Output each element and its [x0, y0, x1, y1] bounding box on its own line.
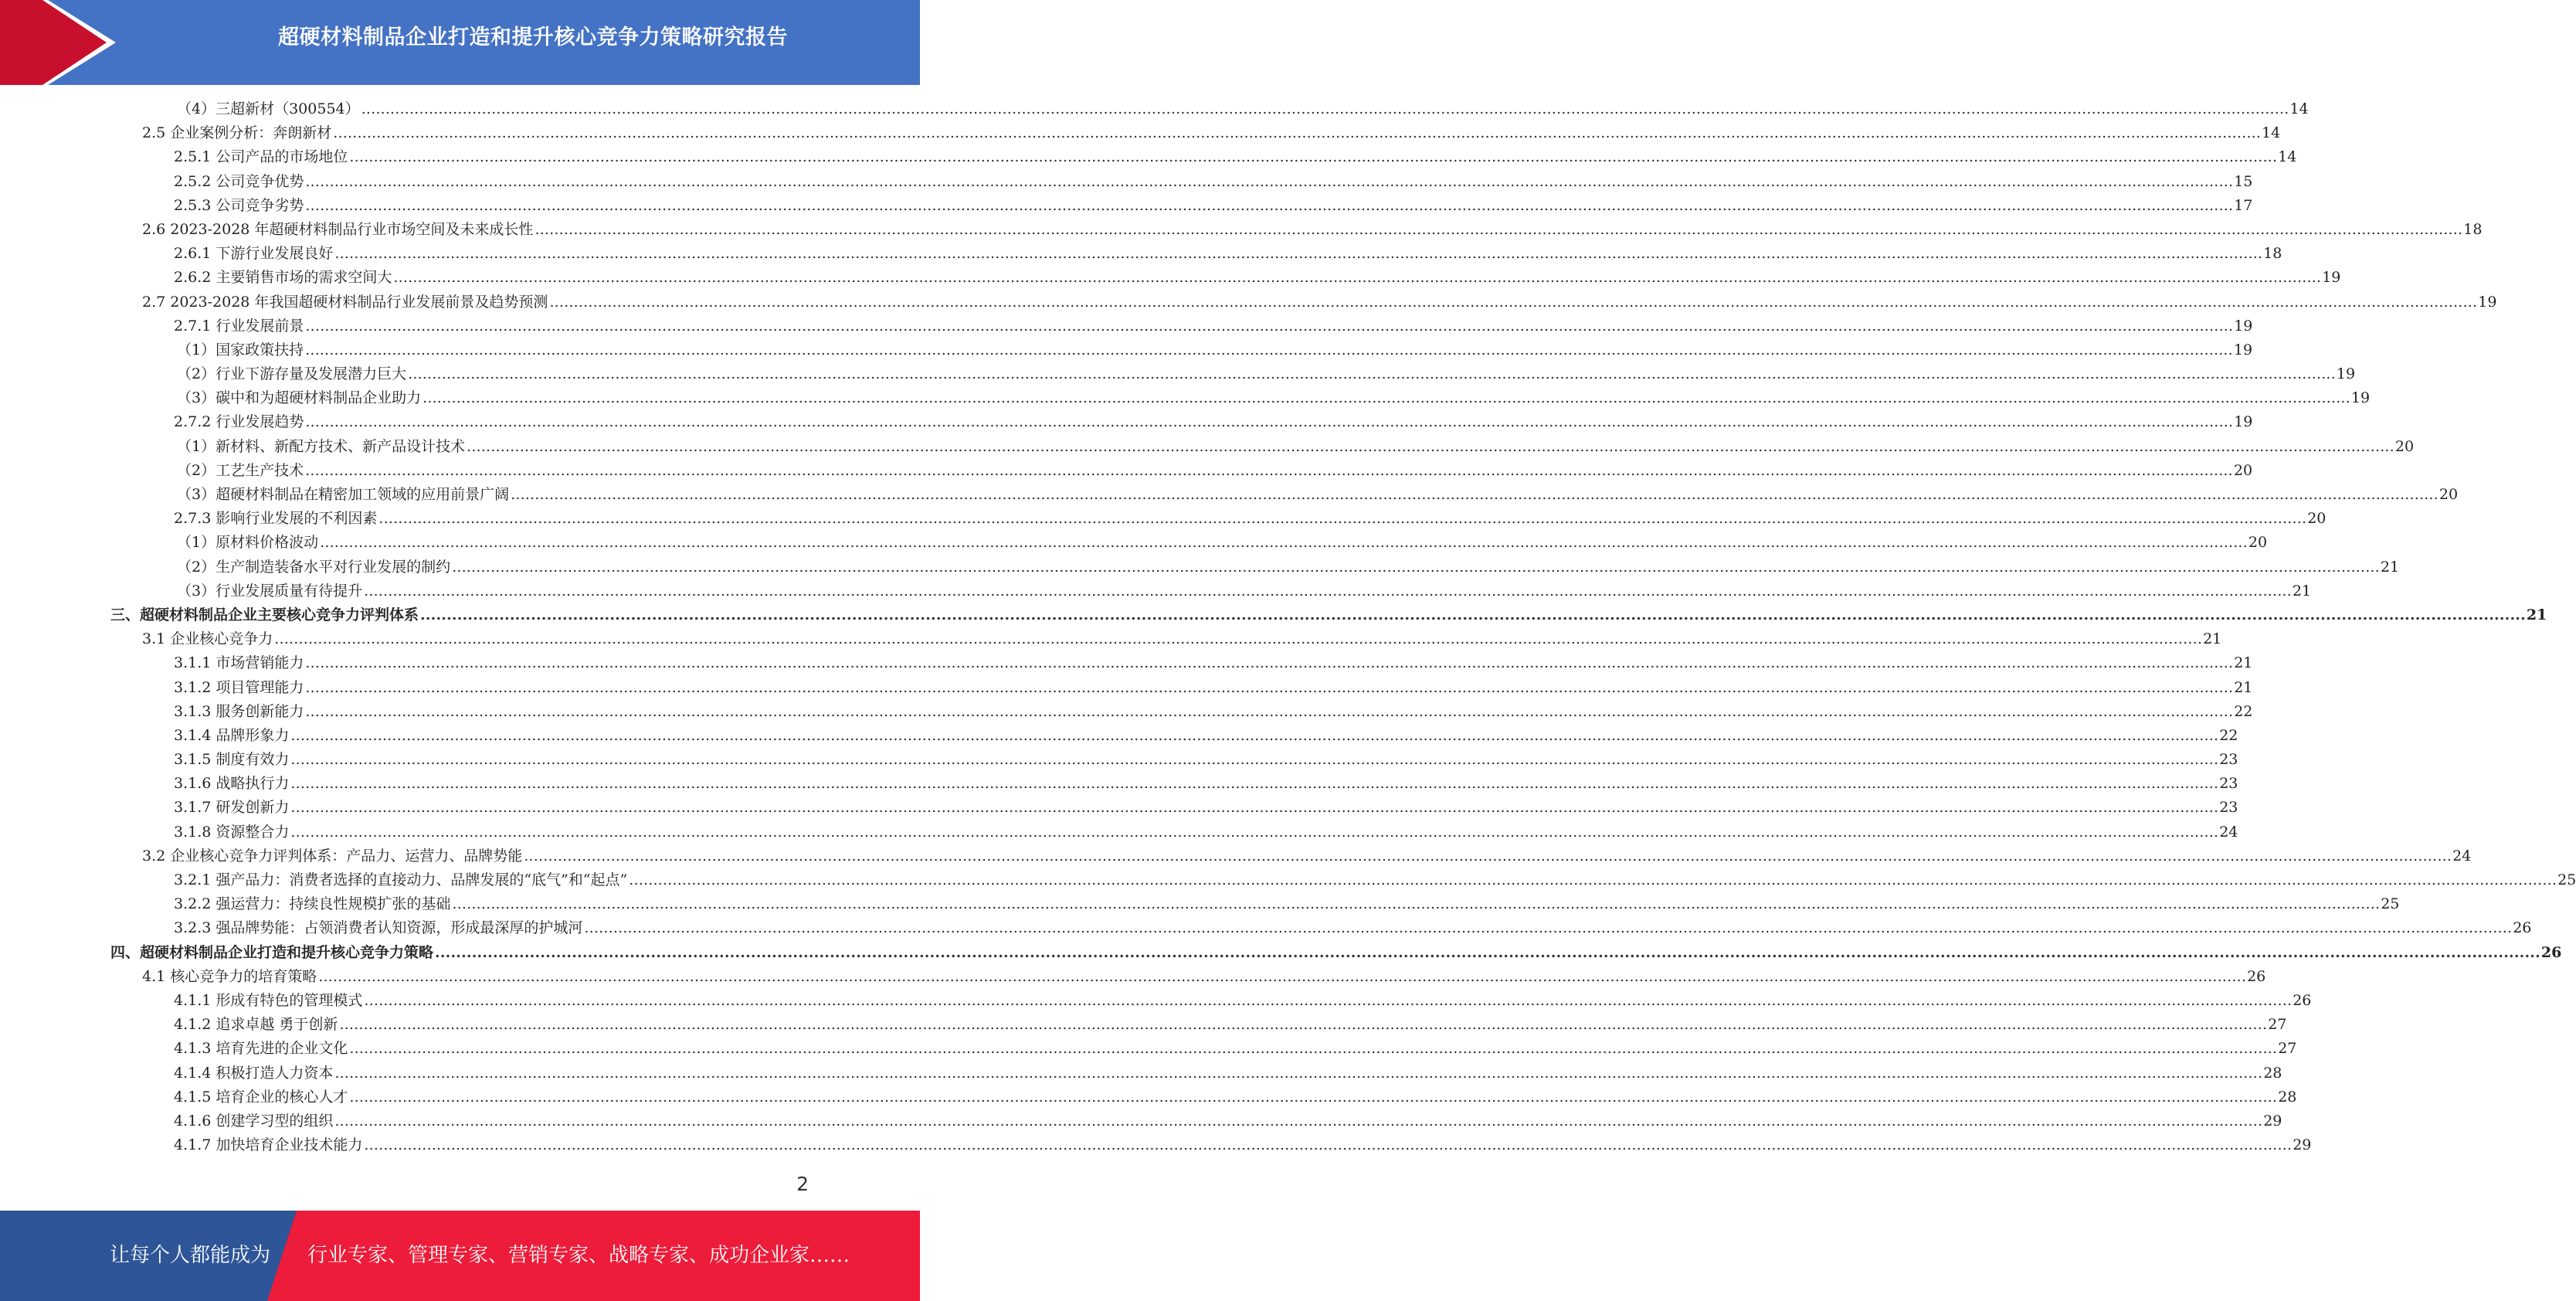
toc-entry-page: 26: [2247, 967, 2266, 985]
toc-entry-line: [174, 724, 2238, 748]
toc-entry-line: [174, 1013, 2287, 1037]
toc-entry[interactable]: [0, 314, 2253, 338]
toc-entry-page: 20: [2439, 486, 2459, 503]
toc-entry-title: 3.1.2 项目管理能力: [174, 678, 304, 696]
toc-entry[interactable]: [0, 772, 2238, 796]
toc-dot-leader: ................................................................................................................................................................................................................................................................................................................................................................................................................: [305, 678, 2234, 696]
toc-entry-line: [174, 1037, 2297, 1061]
toc-entry[interactable]: [0, 796, 2238, 820]
toc-entry-line: [174, 1133, 2312, 1157]
toc-entry-page: 21: [2234, 678, 2253, 696]
toc-entry[interactable]: [0, 651, 2253, 675]
toc-entry-title: 3.2.1 强产品力：消费者选择的直接动力、品牌发展的“底气”和“起点”: [174, 871, 628, 888]
toc-entry-page: 28: [2263, 1064, 2282, 1082]
toc-dot-leader: ................................................................................................................................................................................................................................................................................................................................................................................................................: [290, 799, 2219, 817]
toc-entry-title: 2.7.3 影响行业发展的不利因素: [174, 510, 378, 528]
toc-entry-line: [110, 941, 2562, 965]
toc-entry-page: 15: [2234, 172, 2253, 190]
toc-entry-line: [177, 97, 2309, 121]
toc-entry-page: 21: [2234, 654, 2253, 672]
toc-dot-leader: ................................................................................................................................................................................................................................................................................................................................................................................................................: [290, 823, 2219, 841]
toc-entry[interactable]: [0, 290, 2497, 314]
toc-dot-leader: ................................................................................................................................................................................................................................................................................................................................................................................................................: [452, 895, 2381, 913]
toc-entry-line: [174, 700, 2253, 724]
toc-entry[interactable]: [0, 844, 2472, 868]
toc-dot-leader: ................................................................................................................................................................................................................................................................................................................................................................................................................: [349, 1088, 2278, 1106]
toc-entry[interactable]: [0, 724, 2238, 748]
toc-dot-leader: ................................................................................................................................................................................................................................................................................................................................................................................................................: [305, 654, 2234, 672]
toc-dot-leader: ................................................................................................................................................................................................................................................................................................................................................................................................................: [290, 775, 2219, 793]
toc-entry-page: 19: [2233, 341, 2253, 358]
toc-entry[interactable]: [0, 676, 2253, 700]
toc-entry-line: [174, 145, 2297, 169]
toc-entry-title: 4.1.5 培育企业的核心人才: [174, 1088, 348, 1106]
toc-entry-page: 18: [2263, 245, 2282, 263]
toc-entry[interactable]: [0, 1133, 2312, 1157]
toc-entry[interactable]: [0, 868, 2576, 892]
toc-entry-title: 2.7 2023-2028 年我国超硬材料制品行业发展前景及趋势预测: [142, 293, 548, 311]
toc-entry[interactable]: [0, 555, 2400, 579]
toc-entry-line: [174, 916, 2532, 940]
toc-entry[interactable]: [0, 97, 2309, 121]
toc-entry-title: 3.1.1 市场营销能力: [174, 654, 304, 672]
toc-entry-page: 24: [2452, 847, 2472, 865]
toc-entry-title: 2.6.1 下游行业发展良好: [174, 245, 334, 263]
toc-entry-page: 21: [2526, 606, 2547, 623]
toc-entry-title: 4.1 核心竞争力的培育策略: [142, 967, 317, 985]
toc-dot-leader: ................................................................................................................................................................................................................................................................................................................................................................................................................: [339, 1016, 2268, 1034]
toc-entry[interactable]: [0, 1013, 2287, 1037]
toc-entry-line: [177, 435, 2415, 459]
toc-dot-leader: ................................................................................................................................................................................................................................................................................................................................................................................................................: [408, 365, 2336, 383]
footer-slogan-right: 行业专家、管理专家、营销专家、战略专家、成功企业家……: [307, 1244, 850, 1267]
toc-entry-line: [174, 266, 2341, 290]
toc-entry[interactable]: [0, 916, 2532, 940]
toc-dot-leader: ................................................................................................................................................................................................................................................................................................................................................................................................................: [364, 1136, 2293, 1154]
toc-entry[interactable]: [0, 242, 2282, 266]
toc-entry[interactable]: [0, 531, 2268, 555]
toc-entry-line: [177, 555, 2400, 579]
toc-entry-line: [142, 290, 2497, 314]
toc-entry-line: [174, 796, 2238, 820]
toc-entry-page: 21: [2380, 558, 2400, 576]
toc-entry-title: 2.7.1 行业发展前景: [174, 317, 304, 335]
toc-dot-leader: ................................................................................................................................................................................................................................................................................................................................................................................................................: [334, 245, 2263, 263]
toc-entry-line: [142, 965, 2266, 989]
footer-slogan-left: 让每个人都能成为: [110, 1244, 271, 1267]
toc-entry[interactable]: [0, 748, 2238, 772]
toc-entry[interactable]: [0, 483, 2459, 507]
toc-entry[interactable]: [0, 965, 2266, 989]
toc-entry-title: （1）国家政策扶持: [177, 341, 304, 358]
toc-entry-page: 28: [2278, 1088, 2297, 1106]
toc-dot-leader: ................................................................................................................................................................................................................................................................................................................................................................................................................: [467, 437, 2394, 455]
toc-entry[interactable]: [0, 386, 2371, 410]
toc-entry-title: 2.6 2023-2028 年超硬材料制品行业市场空间及未来成长性: [142, 220, 534, 238]
toc-entry-title: （3）超硬材料制品在精密加工领域的应用前景广阔: [177, 486, 510, 503]
toc-entry-line: [177, 531, 2268, 555]
toc-entry-line: [174, 892, 2400, 916]
toc-entry-title: 4.1.2 追求卓越 勇于创新: [174, 1016, 338, 1034]
toc-entry-title: （2）行业下游存量及发展潜力巨大: [177, 365, 407, 383]
toc-entry-page: 19: [2322, 269, 2341, 287]
toc-entry-page: 19: [2336, 365, 2356, 383]
toc-entry-line: [174, 1062, 2282, 1085]
report-title: 超硬材料制品企业打造和提升核心竞争力策略研究报告: [278, 25, 788, 49]
toc-dot-leader: ................................................................................................................................................................................................................................................................................................................................................................................................................: [361, 100, 2289, 117]
toc-dot-leader: ................................................................................................................................................................................................................................................................................................................................................................................................................: [378, 510, 2307, 528]
page-footer: [0, 1211, 920, 1301]
toc-entry-line: [177, 579, 2312, 603]
toc-dot-leader: ................................................................................................................................................................................................................................................................................................................................................................................................................: [393, 269, 2322, 287]
toc-entry-line: [110, 603, 2547, 627]
toc-entry-title: 3.1.4 品牌形象力: [174, 726, 290, 744]
toc-entry[interactable]: [0, 362, 2356, 386]
toc-entry-title: 3.1.6 战略执行力: [174, 775, 290, 793]
toc-dot-leader: ................................................................................................................................................................................................................................................................................................................................................................................................................: [524, 847, 2452, 865]
toc-entry-line: [174, 772, 2238, 796]
toc-entry-line: [174, 314, 2253, 338]
toc-dot-leader: ................................................................................................................................................................................................................................................................................................................................................................................................................: [305, 461, 2233, 479]
toc-dot-leader: ................................................................................................................................................................................................................................................................................................................................................................................................................: [452, 558, 2380, 576]
toc-dot-leader: ................................................................................................................................................................................................................................................................................................................................................................................................................: [334, 1064, 2263, 1082]
toc-entry-title: （1）新材料、新配方技术、新产品设计技术: [177, 437, 466, 455]
toc-entry-line: [174, 170, 2253, 194]
toc-dot-leader: ................................................................................................................................................................................................................................................................................................................................................................................................................: [320, 534, 2248, 552]
toc-entry[interactable]: [0, 218, 2483, 242]
toc-entry-line: [174, 651, 2253, 675]
toc-dot-leader: ................................................................................................................................................................................................................................................................................................................................................................................................................: [274, 630, 2203, 648]
toc-entry-line: [174, 194, 2253, 218]
toc-entry-page: 19: [2478, 293, 2497, 311]
toc-entry[interactable]: [0, 170, 2253, 194]
toc-entry-line: [177, 459, 2253, 483]
toc-entry-title: 4.1.1 形成有特色的管理模式: [174, 991, 363, 1009]
toc-dot-leader: ................................................................................................................................................................................................................................................................................................................................................................................................................: [349, 1040, 2278, 1058]
toc-entry-title: 2.5.1 公司产品的市场地位: [174, 148, 348, 166]
toc-dot-leader: ................................................................................................................................................................................................................................................................................................................................................................................................................: [318, 967, 2247, 985]
toc-dot-leader: ................................................................................................................................................................................................................................................................................................................................................................................................................: [435, 943, 2540, 961]
toc-entry-title: 2.7.2 行业发展趋势: [174, 413, 304, 431]
toc-entry[interactable]: [0, 459, 2253, 483]
toc-entry-page: 20: [2307, 510, 2327, 528]
toc-entry-title: 2.6.2 主要销售市场的需求空间大: [174, 269, 392, 287]
toc-entry-title: 4.1.4 积极打造人力资本: [174, 1064, 334, 1082]
toc-entry-line: [174, 1085, 2297, 1109]
toc-entry-line: [177, 362, 2356, 386]
page-header: [0, 0, 920, 85]
toc-entry-title: 4.1.3 培育先进的企业文化: [174, 1040, 348, 1058]
toc-entry-page: 21: [2203, 630, 2222, 648]
toc-entry-line: [174, 989, 2312, 1013]
toc-entry[interactable]: [0, 410, 2253, 434]
toc-entry-line: [174, 748, 2238, 772]
toc-entry-title: （3）碳中和为超硬材料制品企业助力: [177, 389, 422, 407]
toc-entry-page: 20: [2394, 437, 2415, 455]
toc-entry-page: 22: [2219, 726, 2238, 744]
toc-dot-leader: ................................................................................................................................................................................................................................................................................................................................................................................................................: [334, 1112, 2263, 1129]
toc-dot-leader: ................................................................................................................................................................................................................................................................................................................................................................................................................: [333, 124, 2262, 142]
toc-dot-leader: ................................................................................................................................................................................................................................................................................................................................................................................................................: [629, 871, 2557, 888]
toc-entry[interactable]: [0, 603, 2547, 627]
toc-entry-page: 27: [2268, 1016, 2287, 1034]
toc-entry-line: [177, 386, 2371, 410]
toc-entry-page: 26: [2540, 943, 2562, 961]
toc-entry-page: 19: [2234, 317, 2253, 335]
toc-entry[interactable]: [0, 121, 2281, 145]
toc-dot-leader: ................................................................................................................................................................................................................................................................................................................................................................................................................: [305, 341, 2233, 358]
toc-entry-page: 23: [2219, 751, 2238, 769]
toc-entry-title: 3.2 企业核心竞争力评判体系：产品力、运营力、品牌势能: [142, 847, 523, 865]
toc-entry-title: 3.1.5 制度有效力: [174, 751, 290, 769]
toc-entry[interactable]: [0, 338, 2253, 362]
toc-entry[interactable]: [0, 1062, 2282, 1085]
toc-dot-leader: ................................................................................................................................................................................................................................................................................................................................................................................................................: [549, 293, 2478, 311]
toc-entry-page: 25: [2557, 871, 2576, 888]
toc-dot-leader: ................................................................................................................................................................................................................................................................................................................................................................................................................: [535, 220, 2463, 238]
toc-entry-title: （4）三超新材（300554）: [177, 100, 360, 117]
toc-dot-leader: ................................................................................................................................................................................................................................................................................................................................................................................................................: [420, 606, 2526, 623]
toc-entry[interactable]: [0, 266, 2341, 290]
toc-entry-title: 3.1.7 研发创新力: [174, 799, 290, 817]
toc-entry-title: （2）工艺生产技术: [177, 461, 304, 479]
toc-entry-page: 26: [2293, 991, 2312, 1009]
toc-dot-leader: ................................................................................................................................................................................................................................................................................................................................................................................................................: [423, 389, 2350, 407]
toc-entry-page: 27: [2278, 1040, 2297, 1058]
toc-entry-line: [142, 627, 2222, 651]
toc-entry-page: 14: [2262, 124, 2281, 142]
toc-dot-leader: ................................................................................................................................................................................................................................................................................................................................................................................................................: [305, 196, 2234, 214]
toc-entry-page: 23: [2219, 775, 2238, 793]
table-of-contents: [0, 97, 2576, 1157]
toc-entry-page: 14: [2278, 148, 2297, 166]
toc-dot-leader: ................................................................................................................................................................................................................................................................................................................................................................................................................: [511, 486, 2439, 503]
toc-dot-leader: ................................................................................................................................................................................................................................................................................................................................................................................................................: [364, 582, 2292, 600]
toc-entry-title: 2.5.2 公司竞争优势: [174, 172, 304, 190]
toc-dot-leader: ................................................................................................................................................................................................................................................................................................................................................................................................................: [349, 148, 2278, 166]
toc-entry-title: 3.2.2 强运营力：持续良性规模扩张的基础: [174, 895, 451, 913]
toc-entry-title: （2）生产制造装备水平对行业发展的制约: [177, 558, 451, 576]
toc-entry[interactable]: [0, 1037, 2297, 1061]
toc-entry-title: 3.1 企业核心竞争力: [142, 630, 273, 648]
toc-entry-page: 14: [2289, 100, 2309, 117]
toc-entry[interactable]: [0, 989, 2312, 1013]
toc-entry-page: 26: [2513, 919, 2532, 937]
toc-entry-line: [142, 844, 2472, 868]
toc-entry-title: 4.1.6 创建学习型的组织: [174, 1112, 334, 1129]
toc-entry[interactable]: [0, 627, 2222, 651]
toc-entry-title: 3.2.3 强品牌势能：占领消费者认知资源，形成最深厚的护城河: [174, 919, 583, 937]
toc-entry-line: [177, 483, 2459, 507]
toc-entry[interactable]: [0, 145, 2297, 169]
toc-entry-title: 四、超硬材料制品企业打造和提升核心竞争力策略: [110, 943, 434, 961]
toc-entry-line: [142, 121, 2281, 145]
toc-dot-leader: ................................................................................................................................................................................................................................................................................................................................................................................................................: [305, 413, 2234, 431]
toc-entry-page: 24: [2219, 823, 2238, 841]
toc-dot-leader: ................................................................................................................................................................................................................................................................................................................................................................................................................: [305, 317, 2234, 335]
toc-entry[interactable]: [0, 507, 2327, 531]
toc-entry-page: 20: [2248, 534, 2268, 552]
toc-entry-title: （3）行业发展质量有待提升: [177, 582, 363, 600]
toc-entry-page: 19: [2234, 413, 2253, 431]
toc-entry-line: [174, 820, 2238, 844]
toc-entry[interactable]: [0, 194, 2253, 218]
toc-entry-line: [174, 676, 2253, 700]
toc-entry-page: 20: [2233, 461, 2253, 479]
toc-entry-line: [174, 242, 2282, 266]
toc-entry-title: 2.5 企业案例分析：奔朗新材: [142, 124, 332, 142]
toc-entry-title: 3.1.8 资源整合力: [174, 823, 290, 841]
toc-entry-title: 2.5.3 公司竞争劣势: [174, 196, 304, 214]
toc-entry-line: [177, 338, 2253, 362]
toc-dot-leader: ................................................................................................................................................................................................................................................................................................................................................................................................................: [290, 751, 2219, 769]
toc-entry-title: 3.1.3 服务创新能力: [174, 702, 304, 720]
toc-entry-title: 4.1.7 加快培育企业技术能力: [174, 1136, 363, 1154]
page-number: 2: [796, 1173, 809, 1195]
toc-dot-leader: ................................................................................................................................................................................................................................................................................................................................................................................................................: [305, 702, 2234, 720]
toc-entry[interactable]: [0, 435, 2415, 459]
toc-entry-page: 21: [2292, 582, 2312, 600]
toc-entry-page: 22: [2234, 702, 2253, 720]
toc-entry[interactable]: [0, 700, 2253, 724]
toc-entry-line: [174, 507, 2327, 531]
toc-dot-leader: ................................................................................................................................................................................................................................................................................................................................................................................................................: [290, 726, 2219, 744]
toc-entry[interactable]: [0, 579, 2312, 603]
toc-entry-title: （1）原材料价格波动: [177, 534, 319, 552]
toc-entry[interactable]: [0, 1109, 2282, 1133]
toc-entry[interactable]: [0, 892, 2400, 916]
toc-entry-title: 三、超硬材料制品企业主要核心竞争力评判体系: [110, 606, 419, 623]
toc-entry[interactable]: [0, 820, 2238, 844]
toc-entry-page: 18: [2463, 220, 2483, 238]
toc-entry-line: [174, 868, 2576, 892]
toc-entry-line: [174, 1109, 2282, 1133]
toc-dot-leader: ................................................................................................................................................................................................................................................................................................................................................................................................................: [305, 172, 2234, 190]
toc-entry[interactable]: [0, 1085, 2297, 1109]
toc-entry[interactable]: [0, 941, 2562, 965]
toc-entry-page: 25: [2381, 895, 2400, 913]
toc-entry-page: 23: [2219, 799, 2238, 817]
toc-entry-page: 17: [2234, 196, 2253, 214]
toc-dot-leader: ................................................................................................................................................................................................................................................................................................................................................................................................................: [584, 919, 2513, 937]
toc-dot-leader: ................................................................................................................................................................................................................................................................................................................................................................................................................: [364, 991, 2293, 1009]
toc-entry-page: 19: [2350, 389, 2371, 407]
toc-entry-line: [142, 218, 2483, 242]
toc-entry-page: 29: [2293, 1136, 2312, 1154]
toc-entry-line: [174, 410, 2253, 434]
toc-entry-page: 29: [2263, 1112, 2282, 1129]
